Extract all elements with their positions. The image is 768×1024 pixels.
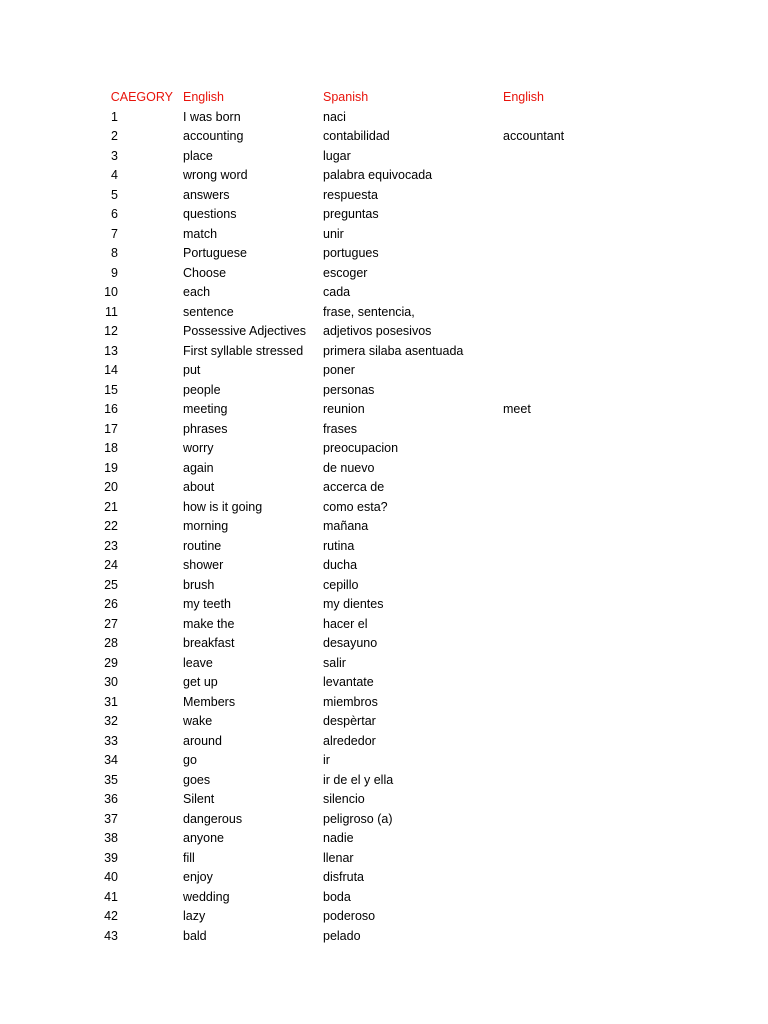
spanish-word: adjetivos posesivos (323, 324, 432, 338)
table-row (0, 556, 768, 576)
row-number: 29 (104, 655, 118, 670)
row-number: 20 (104, 480, 118, 494)
spanish-word: como esta? (323, 499, 388, 514)
english-word: bald (183, 928, 207, 943)
row-number: 27 (104, 616, 118, 631)
english-word: Silent (183, 792, 215, 806)
english-word: wake (183, 714, 213, 728)
table-row (0, 478, 768, 498)
row-number: 38 (104, 831, 118, 845)
spanish-word: rutina (323, 538, 355, 553)
table-row (0, 322, 768, 342)
table-row (0, 673, 768, 693)
spanish-word: boda (323, 889, 351, 904)
table-row (0, 205, 768, 225)
spanish-word: llenar (323, 850, 354, 865)
row-number: 42 (104, 909, 118, 923)
table-row (0, 498, 768, 518)
row-number: 14 (104, 363, 118, 377)
spanish-word: disfruta (323, 870, 364, 884)
table-row (0, 849, 768, 869)
row-number: 19 (104, 460, 118, 475)
english-word: wedding (183, 889, 230, 904)
row-number: 30 (104, 675, 118, 689)
row-number: 39 (104, 850, 118, 865)
spanish-word: hacer el (323, 616, 368, 631)
row-number: 40 (104, 870, 118, 884)
table-row (0, 186, 768, 206)
english-word: how is it going (183, 499, 263, 514)
spanish-word: personas (323, 382, 375, 397)
table-row (0, 166, 768, 186)
spanish-word: ir (323, 753, 330, 767)
english-word: sentence (183, 304, 234, 319)
row-number: 6 (111, 207, 118, 221)
table-row (0, 576, 768, 596)
spanish-word: portugues (323, 246, 379, 260)
table-row (0, 537, 768, 557)
english-word: place (183, 148, 213, 163)
header-spanish: Spanish (323, 90, 369, 104)
english-word: brush (183, 577, 215, 592)
table-row (0, 693, 768, 713)
table-row (0, 244, 768, 264)
english-word: goes (183, 772, 211, 787)
english-word: Choose (183, 265, 227, 280)
vocabulary-rows (0, 108, 768, 947)
row-number: 41 (104, 889, 118, 904)
table-row (0, 303, 768, 323)
row-number: 32 (104, 714, 118, 728)
row-number: 15 (104, 382, 118, 397)
row-number: 36 (104, 792, 118, 806)
table-row (0, 810, 768, 830)
table-row (0, 634, 768, 654)
english-word: fill (183, 850, 195, 865)
spanish-word: ir de el y ella (323, 772, 394, 787)
header-english: English (183, 90, 224, 104)
spanish-word: alrededor (323, 733, 376, 748)
row-number: 21 (104, 499, 118, 514)
english-word: make the (183, 616, 235, 631)
english-word: First syllable stressed (183, 343, 304, 358)
english-word: phrases (183, 421, 228, 436)
spanish-word: cepillo (323, 577, 359, 592)
english-word: my teeth (183, 597, 231, 611)
spanish-word: cada (323, 285, 351, 299)
row-number: 18 (104, 441, 118, 455)
row-number: 12 (104, 324, 118, 338)
table-row (0, 654, 768, 674)
spanish-word: frase, sentencia, (323, 304, 415, 319)
row-number: 22 (104, 519, 118, 533)
english-word: anyone (183, 831, 225, 845)
table-row (0, 907, 768, 927)
english-word: enjoy (183, 870, 213, 884)
spanish-word: respuesta (323, 187, 378, 202)
row-number: 34 (104, 753, 118, 767)
english-word: breakfast (183, 636, 235, 650)
row-number: 33 (104, 733, 118, 748)
row-number: 8 (111, 246, 118, 260)
english-word: leave (183, 655, 213, 670)
table-row (0, 147, 768, 167)
english-word: dangerous (183, 811, 243, 826)
table-row (0, 595, 768, 615)
table-row (0, 771, 768, 791)
spanish-word: preguntas (323, 207, 379, 221)
english-word: around (183, 733, 222, 748)
table-row (0, 420, 768, 440)
table-row (0, 927, 768, 947)
table-row (0, 459, 768, 479)
table-row (0, 751, 768, 771)
row-number: 5 (111, 187, 118, 202)
table-row (0, 108, 768, 128)
english-word: worry (183, 441, 214, 455)
table-row (0, 264, 768, 284)
english-word: Portuguese (183, 246, 247, 260)
spanish-word: unir (323, 226, 344, 241)
spanish-word: mañana (323, 519, 369, 533)
english-word: Possessive Adjectives (183, 324, 306, 338)
row-number: 4 (111, 168, 118, 182)
english-word: answers (183, 187, 230, 202)
row-number: 26 (104, 597, 118, 611)
row-number: 13 (104, 343, 118, 358)
english-word: routine (183, 538, 222, 553)
spanish-word: poner (323, 363, 355, 377)
spanish-word: silencio (323, 792, 365, 806)
table-row (0, 361, 768, 381)
table-row (0, 127, 768, 147)
row-number: 25 (104, 577, 118, 592)
spanish-word: salir (323, 655, 346, 670)
spanish-word: naci (323, 109, 346, 124)
english-word: Members (183, 694, 236, 709)
spanish-word: nadie (323, 831, 354, 845)
row-number: 9 (111, 265, 118, 280)
row-number: 23 (104, 538, 118, 553)
english-word: questions (183, 207, 237, 221)
english-word: each (183, 285, 211, 299)
table-row (0, 732, 768, 752)
row-number: 7 (111, 226, 118, 241)
row-number: 16 (104, 402, 118, 416)
spanish-word: lugar (323, 148, 351, 163)
english-word: morning (183, 519, 229, 533)
english-word: about (183, 480, 215, 494)
header-category: CAEGORY (110, 90, 173, 104)
table-row (0, 868, 768, 888)
english-word: put (183, 363, 201, 377)
header-row (0, 88, 768, 108)
row-number: 11 (105, 304, 118, 319)
spanish-word: pelado (323, 928, 361, 943)
english-word: meeting (183, 402, 228, 416)
table-row (0, 400, 768, 420)
spanish-word: de nuevo (323, 460, 375, 475)
spanish-word: contabilidad (323, 129, 390, 143)
row-number: 17 (104, 421, 118, 436)
english-word: shower (183, 558, 224, 572)
spanish-word: escoger (323, 265, 368, 280)
spanish-word: primera silaba asentuada (323, 343, 464, 358)
table-row (0, 888, 768, 908)
spanish-word: accerca de (323, 480, 385, 494)
table-row (0, 517, 768, 537)
english-word: match (183, 226, 218, 241)
spanish-word: palabra equivocada (323, 168, 433, 182)
row-number: 2 (111, 129, 118, 143)
row-number: 35 (104, 772, 118, 787)
table-row (0, 439, 768, 459)
row-number: 31 (104, 694, 118, 709)
table-row (0, 225, 768, 245)
row-number: 1 (111, 109, 118, 124)
table-row (0, 615, 768, 635)
spanish-word: my dientes (323, 597, 384, 611)
table-row (0, 712, 768, 732)
table-row (0, 283, 768, 303)
spanish-word: poderoso (323, 909, 376, 923)
english-word: go (183, 753, 197, 767)
spanish-word: levantate (323, 675, 374, 689)
row-number: 10 (104, 285, 118, 299)
english-word: I was born (183, 109, 241, 124)
spanish-word: ducha (323, 558, 358, 572)
english-related-word: accountant (503, 129, 565, 143)
table-row (0, 381, 768, 401)
vocabulary-sheet (0, 88, 768, 946)
english-word: wrong word (183, 168, 248, 182)
row-number: 37 (104, 811, 118, 826)
row-number: 28 (104, 636, 118, 650)
spanish-word: frases (323, 421, 358, 436)
row-number: 43 (104, 928, 118, 943)
spanish-word: despèrtar (323, 714, 376, 728)
english-word: again (183, 460, 214, 475)
spanish-word: preocupacion (323, 441, 399, 455)
english-word: people (183, 382, 221, 397)
english-word: lazy (183, 909, 206, 923)
english-word: accounting (183, 129, 244, 143)
spanish-word: peligroso (a) (323, 811, 393, 826)
header-english-2: English (503, 90, 544, 104)
row-number: 3 (111, 148, 118, 163)
english-word: get up (183, 675, 218, 689)
table-row (0, 829, 768, 849)
table-row (0, 342, 768, 362)
english-related-word: meet (503, 402, 531, 416)
spanish-word: reunion (323, 402, 365, 416)
table-row (0, 790, 768, 810)
spanish-word: desayuno (323, 636, 378, 650)
spanish-word: miembros (323, 694, 378, 709)
row-number: 24 (104, 558, 118, 572)
